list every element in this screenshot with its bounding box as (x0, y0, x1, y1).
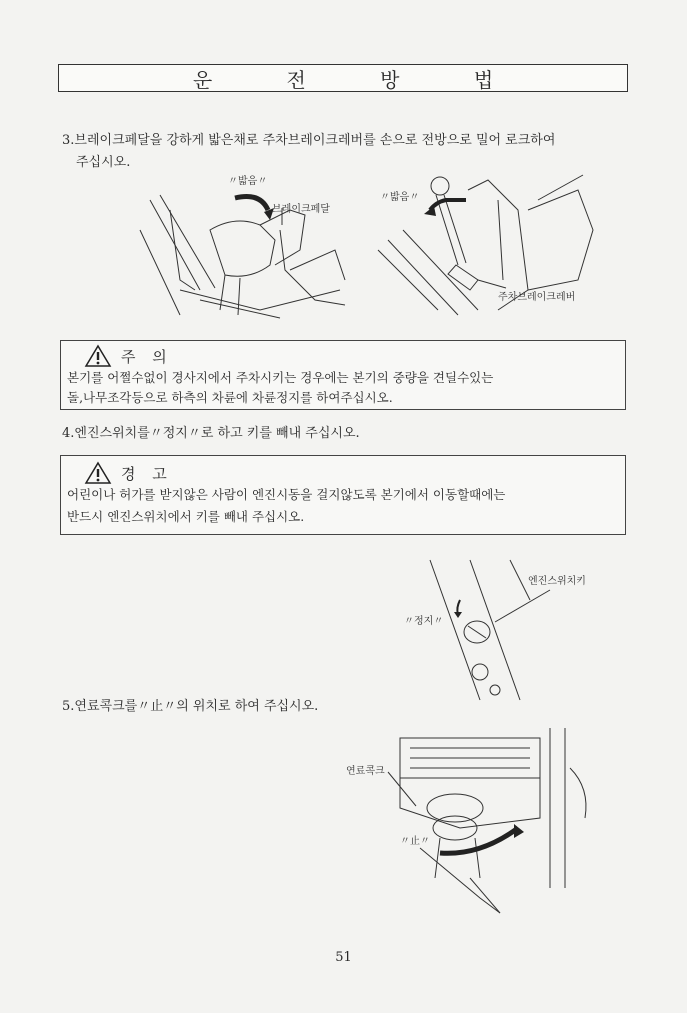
step-3-line-1: 3.브레이크페달을 강하게 밟은채로 주차브레이크레버를 손으로 전방으로 밀어 로크하여 (62, 133, 556, 148)
brake-pedal-illustration (140, 170, 350, 320)
page-title-box (58, 64, 628, 92)
warning-heading: 경 고 (121, 464, 173, 483)
label-brake-pedal: 브레이크페달 (272, 204, 330, 215)
brake-pedal-drawing (140, 170, 350, 320)
label-parking-brake-lever: 주차브레이크레버 (498, 292, 576, 303)
caution-heading: 주 의 (121, 347, 173, 366)
label-press-left: 〃밟음〃 (228, 176, 268, 187)
engine-switch-illustration (400, 560, 610, 700)
warning-line-2: 반드시 엔진스위치에서 키를 빼내 주십시오. (67, 509, 305, 524)
label-press-right: 〃밟음〃 (380, 192, 420, 203)
page-number: 51 (335, 950, 352, 965)
caution-line-1: 본기를 어쩔수없이 경사지에서 주차시키는 경우에는 본기의 중량을 견딜수있는 (67, 370, 494, 385)
caution-line-2: 돌,나무조각등으로 하측의 차륜에 차륜정지를 하여주십시오. (67, 390, 393, 405)
label-stop-mark: 〃止〃 (400, 836, 430, 847)
warning-triangle-icon (85, 462, 111, 484)
caution-box (60, 340, 626, 410)
parking-brake-illustration (378, 170, 608, 320)
label-engine-switch-key: 엔진스위치키 (528, 576, 586, 587)
page-title: 운 전 방 법 (192, 67, 528, 92)
step-3-line-2: 주십시오. (76, 155, 131, 170)
fuel-cock-illustration (340, 728, 600, 913)
fuel-cock-drawing (340, 728, 600, 913)
step-3-text (62, 130, 555, 174)
warning-triangle-icon (85, 345, 111, 367)
warning-text (67, 484, 619, 528)
label-fuel-cock: 연료콕크 (346, 766, 385, 777)
warning-line-1: 어린이나 허가를 받지않은 사람이 엔진시동을 걸지않도록 본기에서 이동할때에는 (67, 487, 506, 502)
step-5-text: 5.연료콕크를〃止〃의 위치로 하여 주십시오. (62, 699, 319, 714)
caution-text (67, 367, 619, 409)
step-4-text: 4.엔진스위치를〃정지〃로 하고 키를 빼내 주십시오. (62, 426, 360, 441)
label-stop: 〃정지〃 (404, 616, 444, 627)
warning-box (60, 455, 626, 535)
